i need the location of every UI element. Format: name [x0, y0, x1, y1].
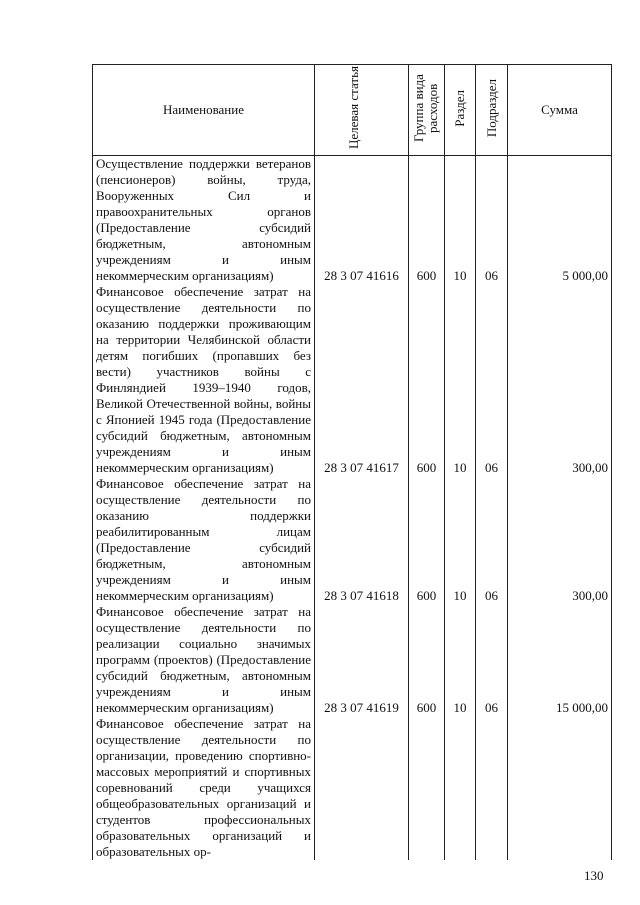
row-sum: 300,00 — [508, 284, 612, 476]
header-sum: Сумма — [508, 65, 612, 156]
header-name: Наименование — [93, 65, 315, 156]
header-article: Целевая статья — [315, 65, 409, 156]
row-sum: 15 000,00 — [508, 604, 612, 716]
row-article: 28 3 07 41619 — [315, 604, 409, 716]
table-row — [93, 284, 612, 476]
row-section: 10 — [445, 476, 476, 604]
row-subsection: 06 — [476, 476, 508, 604]
row-name: Финансовое обеспечение затрат на осуществление деятельности по реализации социально значимых программ (проектов) (Предоставление субсидий бюджетным, автономным учреждениям и иным некоммерческим организациям) — [93, 604, 315, 716]
row-group: 600 — [409, 604, 445, 716]
row-name: Осуществление поддержки ветеранов (пенсионеров) войны, труда, Вооруженных Сил и правоохранительных органов (Предоставление субсидий бюджетным, автономным учреждениям и иным некоммерческим организациям) — [93, 156, 315, 285]
header-group: Группа вида расходов — [409, 65, 445, 156]
row-article — [315, 716, 409, 860]
budget-table — [92, 64, 612, 860]
row-article: 28 3 07 41616 — [315, 156, 409, 285]
row-group: 600 — [409, 476, 445, 604]
row-section: 10 — [445, 604, 476, 716]
table-row — [93, 476, 612, 604]
row-section: 10 — [445, 156, 476, 285]
row-subsection: 06 — [476, 156, 508, 285]
row-group: 600 — [409, 156, 445, 285]
row-group — [409, 716, 445, 860]
row-sum — [508, 716, 612, 860]
table-row — [93, 716, 612, 860]
header-section: Раздел — [445, 65, 476, 156]
row-article: 28 3 07 41617 — [315, 284, 409, 476]
page-number: 130 — [584, 868, 604, 883]
row-article: 28 3 07 41618 — [315, 476, 409, 604]
row-name: Финансовое обеспечение затрат на осуществление деятельности по организации, проведению спортивно-массовых мероприятий и спортивных соревнований среди учащихся общеобразовательных организаций и студентов профессиональных образовательных организаций и образовательных ор- — [93, 716, 315, 860]
row-subsection — [476, 716, 508, 860]
row-sum: 5 000,00 — [508, 156, 612, 285]
row-subsection: 06 — [476, 284, 508, 476]
row-subsection: 06 — [476, 604, 508, 716]
row-group: 600 — [409, 284, 445, 476]
row-name: Финансовое обеспечение затрат на осуществление деятельности по оказанию поддержки реабилитированным лицам (Предоставление субсидий бюджетным, автономным учреждениям и иным некоммерческим организациям) — [93, 476, 315, 604]
row-section: 10 — [445, 284, 476, 476]
row-sum: 300,00 — [508, 476, 612, 604]
table-row — [93, 156, 612, 285]
row-section — [445, 716, 476, 860]
table-row — [93, 604, 612, 716]
header-subsection: Подраздел — [476, 65, 508, 156]
row-name: Финансовое обеспечение затрат на осуществление деятельности по оказанию поддержки проживающим на территории Челябинской области детям погибших (пропавших без вести) участников войны с Финляндией 1939–1940 годов, Великой Отечественной войны, войны с Японией 1945 года (Предоставление субсидий бюджетным, автономным учреждениям и иным некоммерческим организациям) — [93, 284, 315, 476]
table-header-row — [93, 65, 612, 156]
